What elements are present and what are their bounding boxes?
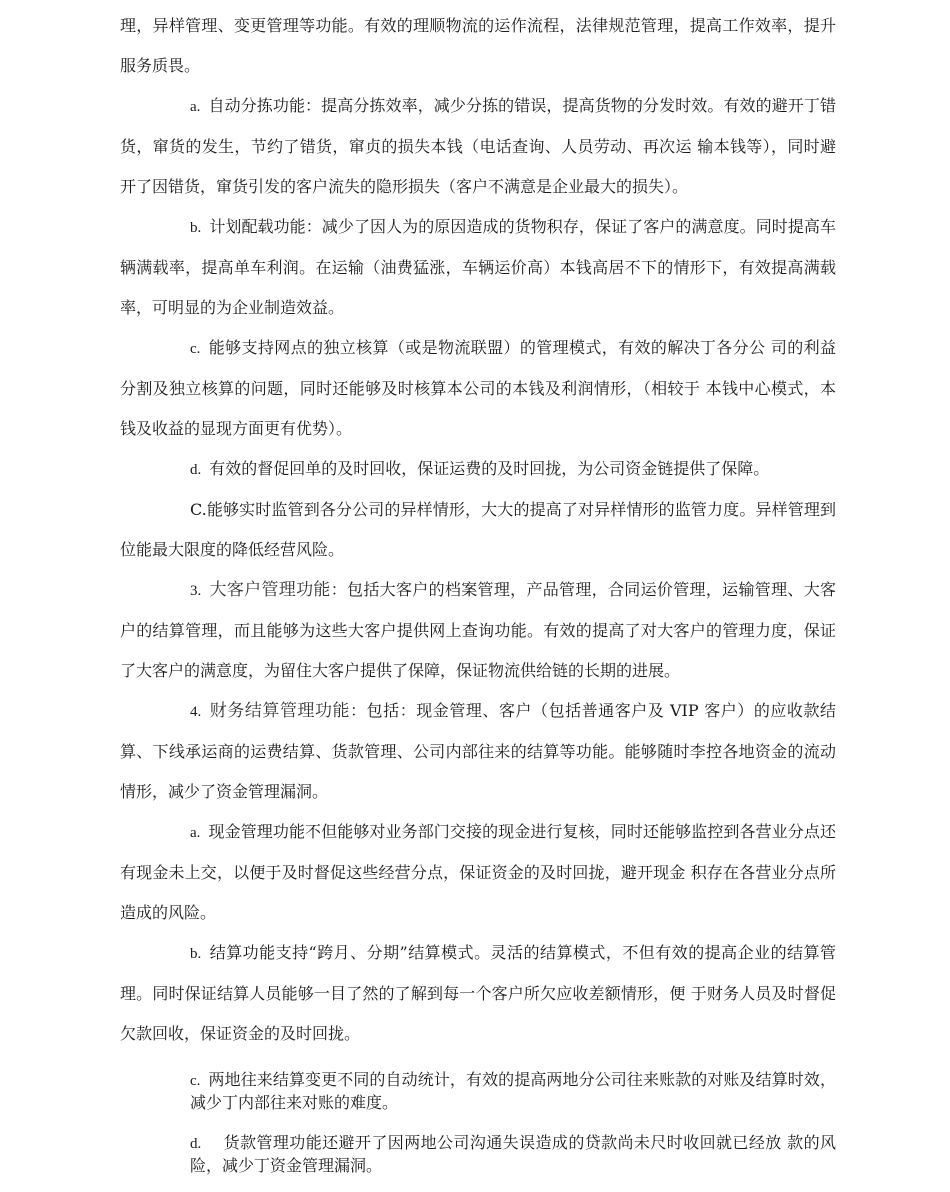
paragraph-text: 能够支持网点的独立核算（或是物流联盟）的管理模式，有效的解决丁各分公 司的利益分割及独立核算的问题，同时还能够及时核算本公司的本钱及利润情形，（相较于 本钱中心模式，本钱及收益的显现方面更有优势）。 (120, 338, 836, 438)
paragraph-text: 计划配载功能：减少了因人为的原因造成的货物积存，保证了客户的满意度。同时提高车辆满载率，提高单车利润。在运输（油费猛涨，车辆运价高）本钱高居不下的情形下，有效提高满载率，可明显的为企业制造效益。 (120, 217, 836, 317)
paragraph-text: ：包括大客户的档案管理，产品管理，合同运价管理，运输管理、大客户的结算管理，而且能够为这些大客户提供网上查询功能。有效的提高了对大客户的管理力度，保证了大客户的满意度，为留住大客户提供了保障，保证物流供给链的长期的进展。 (120, 580, 836, 680)
list-label: c. (190, 341, 201, 357)
paragraph-goods-payment (190, 1132, 836, 1177)
paragraph-settle (120, 933, 836, 1054)
paragraph-exception: C.能够实时监管到各分公司的异样情形，大大的提高了对异样情形的监管力度。异样管理到位能最大限度的降低经营风险。 (120, 500, 836, 559)
paragraph-two-way (190, 1069, 836, 1114)
paragraph-text: 现金管理功能不但能够对业务部门交接的现金进行复核，同时还能够监控到各营业分点还有现金未上交，以便于及时督促这些经营分点，保证资金的及时回拢，避开现金 积存在各营业分点所造成的风险。 (120, 822, 836, 922)
list-label: b. (190, 220, 202, 236)
section-heading: 财务结算管理功能 (209, 701, 351, 720)
paragraph-independent-accounting (120, 328, 836, 449)
paragraph-plan-load (120, 207, 836, 328)
list-label: a. (190, 825, 201, 841)
paragraph-auto-sort (120, 86, 836, 207)
paragraph-text: ：包括：现金管理、客户（包括普通客户及 VIP 客户）的应收款结算、下线承运商的运费结算、货款管理、公司内部往来的结算等功能。能够随时李控各地资金的流动情形，减少了资金管理漏洞。 (120, 701, 836, 801)
paragraph-receipt (120, 449, 836, 490)
list-label: c. (190, 1073, 201, 1089)
list-label: d. (190, 462, 202, 478)
list-label: 4. (190, 704, 202, 720)
list-label: 3. (190, 583, 202, 599)
paragraph-text: 自动分拣功能：提高分拣效率，减少分拣的错误，提高货物的分发时效。有效的避开丁错货，窜货的发生，节约了错货，窜贞的损失本钱（电话查询、人员劳动、再次运 输本钱等），同时避开了因错货，窜货引发的客户流失的隐形损失（客户不满意是企业最大的损失）。 (120, 96, 836, 196)
paragraph-text: 货款管理功能还避开了因两地公司沟通失误造成的贷款尚未尺时收回就已经放 款的风险，减少丁资金管理漏洞。 (190, 1133, 836, 1175)
paragraph-text: 两地往来结算变更不同的自动统计，有效的提高两地分公司往来账款的对账及结算时效，减少丁内部往来对账的难度。 (190, 1070, 836, 1112)
paragraph-cash (120, 812, 836, 933)
list-label: d. (190, 1136, 202, 1152)
section-heading: 大客户管理功能 (209, 580, 331, 599)
paragraph-big-customer (120, 570, 836, 691)
paragraph-text: 结算功能支持“跨月、分期”结算模式。灵活的结算模式，不但有效的提高企业的结算管理。同时保证结算人员能够一目了然的了解到每一个客户所欠应收差额情形，便 于财务人员及时督促欠款回收，保证资金的及时回拢。 (120, 943, 836, 1043)
document-page (120, 6, 836, 1177)
paragraph-text: 有效的督促回单的及时回收，保证运费的及时回拢，为公司资金链提供了保障。 (209, 459, 770, 478)
paragraph-intro: 理，异样管理、变更管理等功能。有效的理顺物流的运作流程，法律规范管理，提高工作效率，提升服务质畏。 (120, 16, 836, 75)
list-label: a. (190, 99, 201, 115)
paragraph-finance (120, 691, 836, 812)
list-label: b. (190, 946, 202, 962)
